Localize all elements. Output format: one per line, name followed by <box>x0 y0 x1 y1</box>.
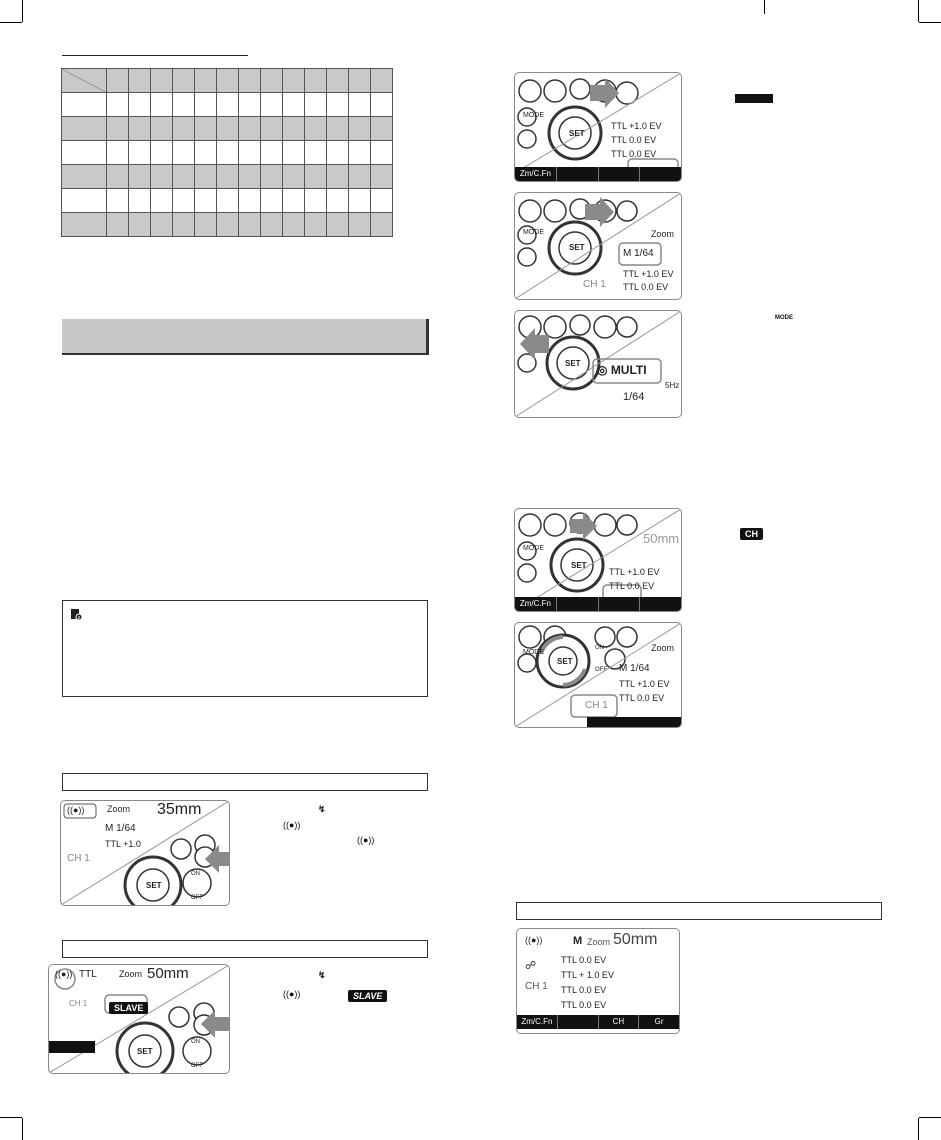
set-button[interactable]: SET <box>569 129 585 138</box>
on-label: ON <box>595 645 604 651</box>
frequency-label: 5Hz <box>665 381 680 390</box>
lcd-line: TTL +1.0 EV <box>619 679 670 689</box>
softkey[interactable] <box>639 167 681 181</box>
mode-label: MODE <box>523 649 544 656</box>
zoom-label: Zoom <box>107 804 131 814</box>
mode-button-label: MODE <box>775 315 793 321</box>
lcd-line: TTL +1.0 <box>105 839 141 849</box>
softkey[interactable] <box>598 597 640 611</box>
crop-mark <box>22 0 23 22</box>
manual-power: M 1/64 <box>623 248 654 259</box>
lcd-line: TTL 0.0 EV <box>611 149 657 159</box>
step-header-bar <box>516 902 882 920</box>
sync-icon: ↯ <box>318 970 326 980</box>
softkey[interactable]: Zm/C.Fn <box>521 1017 553 1026</box>
softkey[interactable] <box>598 167 640 181</box>
note-box <box>62 600 428 697</box>
wireless-icon: ((●)) <box>357 835 375 845</box>
wireless-icon: ((●)) <box>283 989 301 999</box>
off-label: OFF <box>191 895 203 901</box>
softkey[interactable]: Zm/C.Fn <box>519 169 551 178</box>
power-ratio: 1/64 <box>623 391 645 403</box>
zoom-value: 50mm <box>147 965 189 982</box>
slave-callout-chip: SLAVE <box>348 990 387 1002</box>
flash-panel-6 <box>60 800 230 906</box>
channel-label: CH 1 <box>583 279 606 290</box>
info-note-icon <box>70 608 82 620</box>
mode-label: MODE <box>523 112 544 119</box>
lcd-line: TTL +1.0 EV <box>623 269 674 279</box>
crop-mark <box>919 1117 941 1118</box>
softkey-bar <box>515 167 681 181</box>
lcd-panel-8 <box>516 928 680 1034</box>
set-button[interactable]: SET <box>557 657 573 666</box>
on-label: ON <box>191 871 200 877</box>
softkey-bar <box>587 717 681 727</box>
multi-mode: ◎ MULTI <box>597 363 647 377</box>
off-label: OFF <box>191 1063 203 1069</box>
wireless-icon: ((●)) <box>525 935 543 945</box>
mode-label: MODE <box>523 545 544 552</box>
lcd-line: TTL +1.0 EV <box>609 567 660 577</box>
black-chip <box>735 94 773 103</box>
lcd-line: TTL 0.0 EV <box>619 693 665 703</box>
channel-label: CH 1 <box>525 981 548 992</box>
zoom-label: Zoom <box>119 969 143 979</box>
ttl-label: TTL <box>79 969 97 980</box>
lcd-line: TTL 0.0 EV <box>561 1000 607 1010</box>
set-button[interactable]: SET <box>565 359 581 368</box>
channel-label: CH 1 <box>69 999 88 1008</box>
lcd-line: TTL +1.0 EV <box>611 121 662 131</box>
section-header <box>62 319 429 355</box>
crop-mark <box>918 1118 919 1140</box>
flash-panel-3 <box>514 310 682 418</box>
set-button[interactable]: SET <box>146 881 162 890</box>
crop-mark <box>0 22 22 23</box>
lcd-line: TTL 0.0 EV <box>561 985 607 995</box>
sync-icon: ↯ <box>318 804 326 814</box>
settings-table <box>61 68 393 237</box>
softkey-bar <box>517 1015 679 1029</box>
lcd-line: TTL + 1.0 EV <box>561 970 614 980</box>
set-button[interactable]: SET <box>137 1047 153 1056</box>
softkey-bar <box>515 597 681 611</box>
softkey[interactable] <box>557 1015 598 1029</box>
softkey[interactable] <box>556 597 598 611</box>
softkey[interactable]: Zm/C.Fn <box>519 599 551 608</box>
flash-panel-1 <box>514 72 682 182</box>
lcd-line: TTL 0.0 EV <box>611 135 657 145</box>
slave-chip: SLAVE <box>109 998 148 1016</box>
manual-power: M 1/64 <box>105 823 136 834</box>
manual-power: M 1/64 <box>619 663 650 674</box>
zoom-value: 50mm <box>643 531 680 546</box>
zoom-label: Zoom <box>651 229 675 239</box>
softkey[interactable] <box>639 597 681 611</box>
flash-panel-4 <box>514 508 682 612</box>
wireless-icon: ((●)) <box>55 969 73 979</box>
zoom-label: Zoom <box>587 937 611 947</box>
wireless-icon: ((●)) <box>283 820 301 830</box>
off-label: OFF <box>595 667 607 673</box>
softkey[interactable] <box>556 167 598 181</box>
channel-label: CH 1 <box>67 853 90 864</box>
softkey[interactable]: CH <box>598 1015 639 1029</box>
zoom-label: Zoom <box>651 643 675 653</box>
wireless-icon: ((●)) <box>67 805 85 815</box>
set-button[interactable]: SET <box>569 243 585 252</box>
multi-label: MULTI <box>610 363 647 377</box>
lcd-line: TTL 0.0 EV <box>609 581 655 591</box>
lcd-line: TTL 0.0 EV <box>623 282 669 292</box>
flash-panel-7 <box>48 964 230 1074</box>
ch-chip: CH <box>740 528 763 540</box>
step-header-bar <box>62 773 428 791</box>
group-icon: ☍ <box>525 960 537 972</box>
crop-mark <box>0 1117 22 1118</box>
zoom-value: 50mm <box>613 931 658 948</box>
manual-icon: M <box>573 935 583 947</box>
crop-mark <box>918 0 919 22</box>
crop-mark <box>22 1118 23 1140</box>
flash-panel-5 <box>514 622 682 728</box>
channel-label: CH 1 <box>585 700 608 711</box>
crop-mark <box>764 0 765 14</box>
lcd-line: TTL 0.0 EV <box>561 955 607 965</box>
mode-label: MODE <box>523 229 544 236</box>
crop-mark <box>919 22 941 23</box>
set-button[interactable]: SET <box>571 561 587 570</box>
zoom-value: 35mm <box>157 801 202 818</box>
flash-panel-2 <box>514 192 682 300</box>
on-label: ON <box>191 1039 200 1045</box>
softkey[interactable]: Gr <box>638 1015 679 1029</box>
table-title-rule <box>62 55 248 56</box>
step-header-bar <box>62 940 428 958</box>
